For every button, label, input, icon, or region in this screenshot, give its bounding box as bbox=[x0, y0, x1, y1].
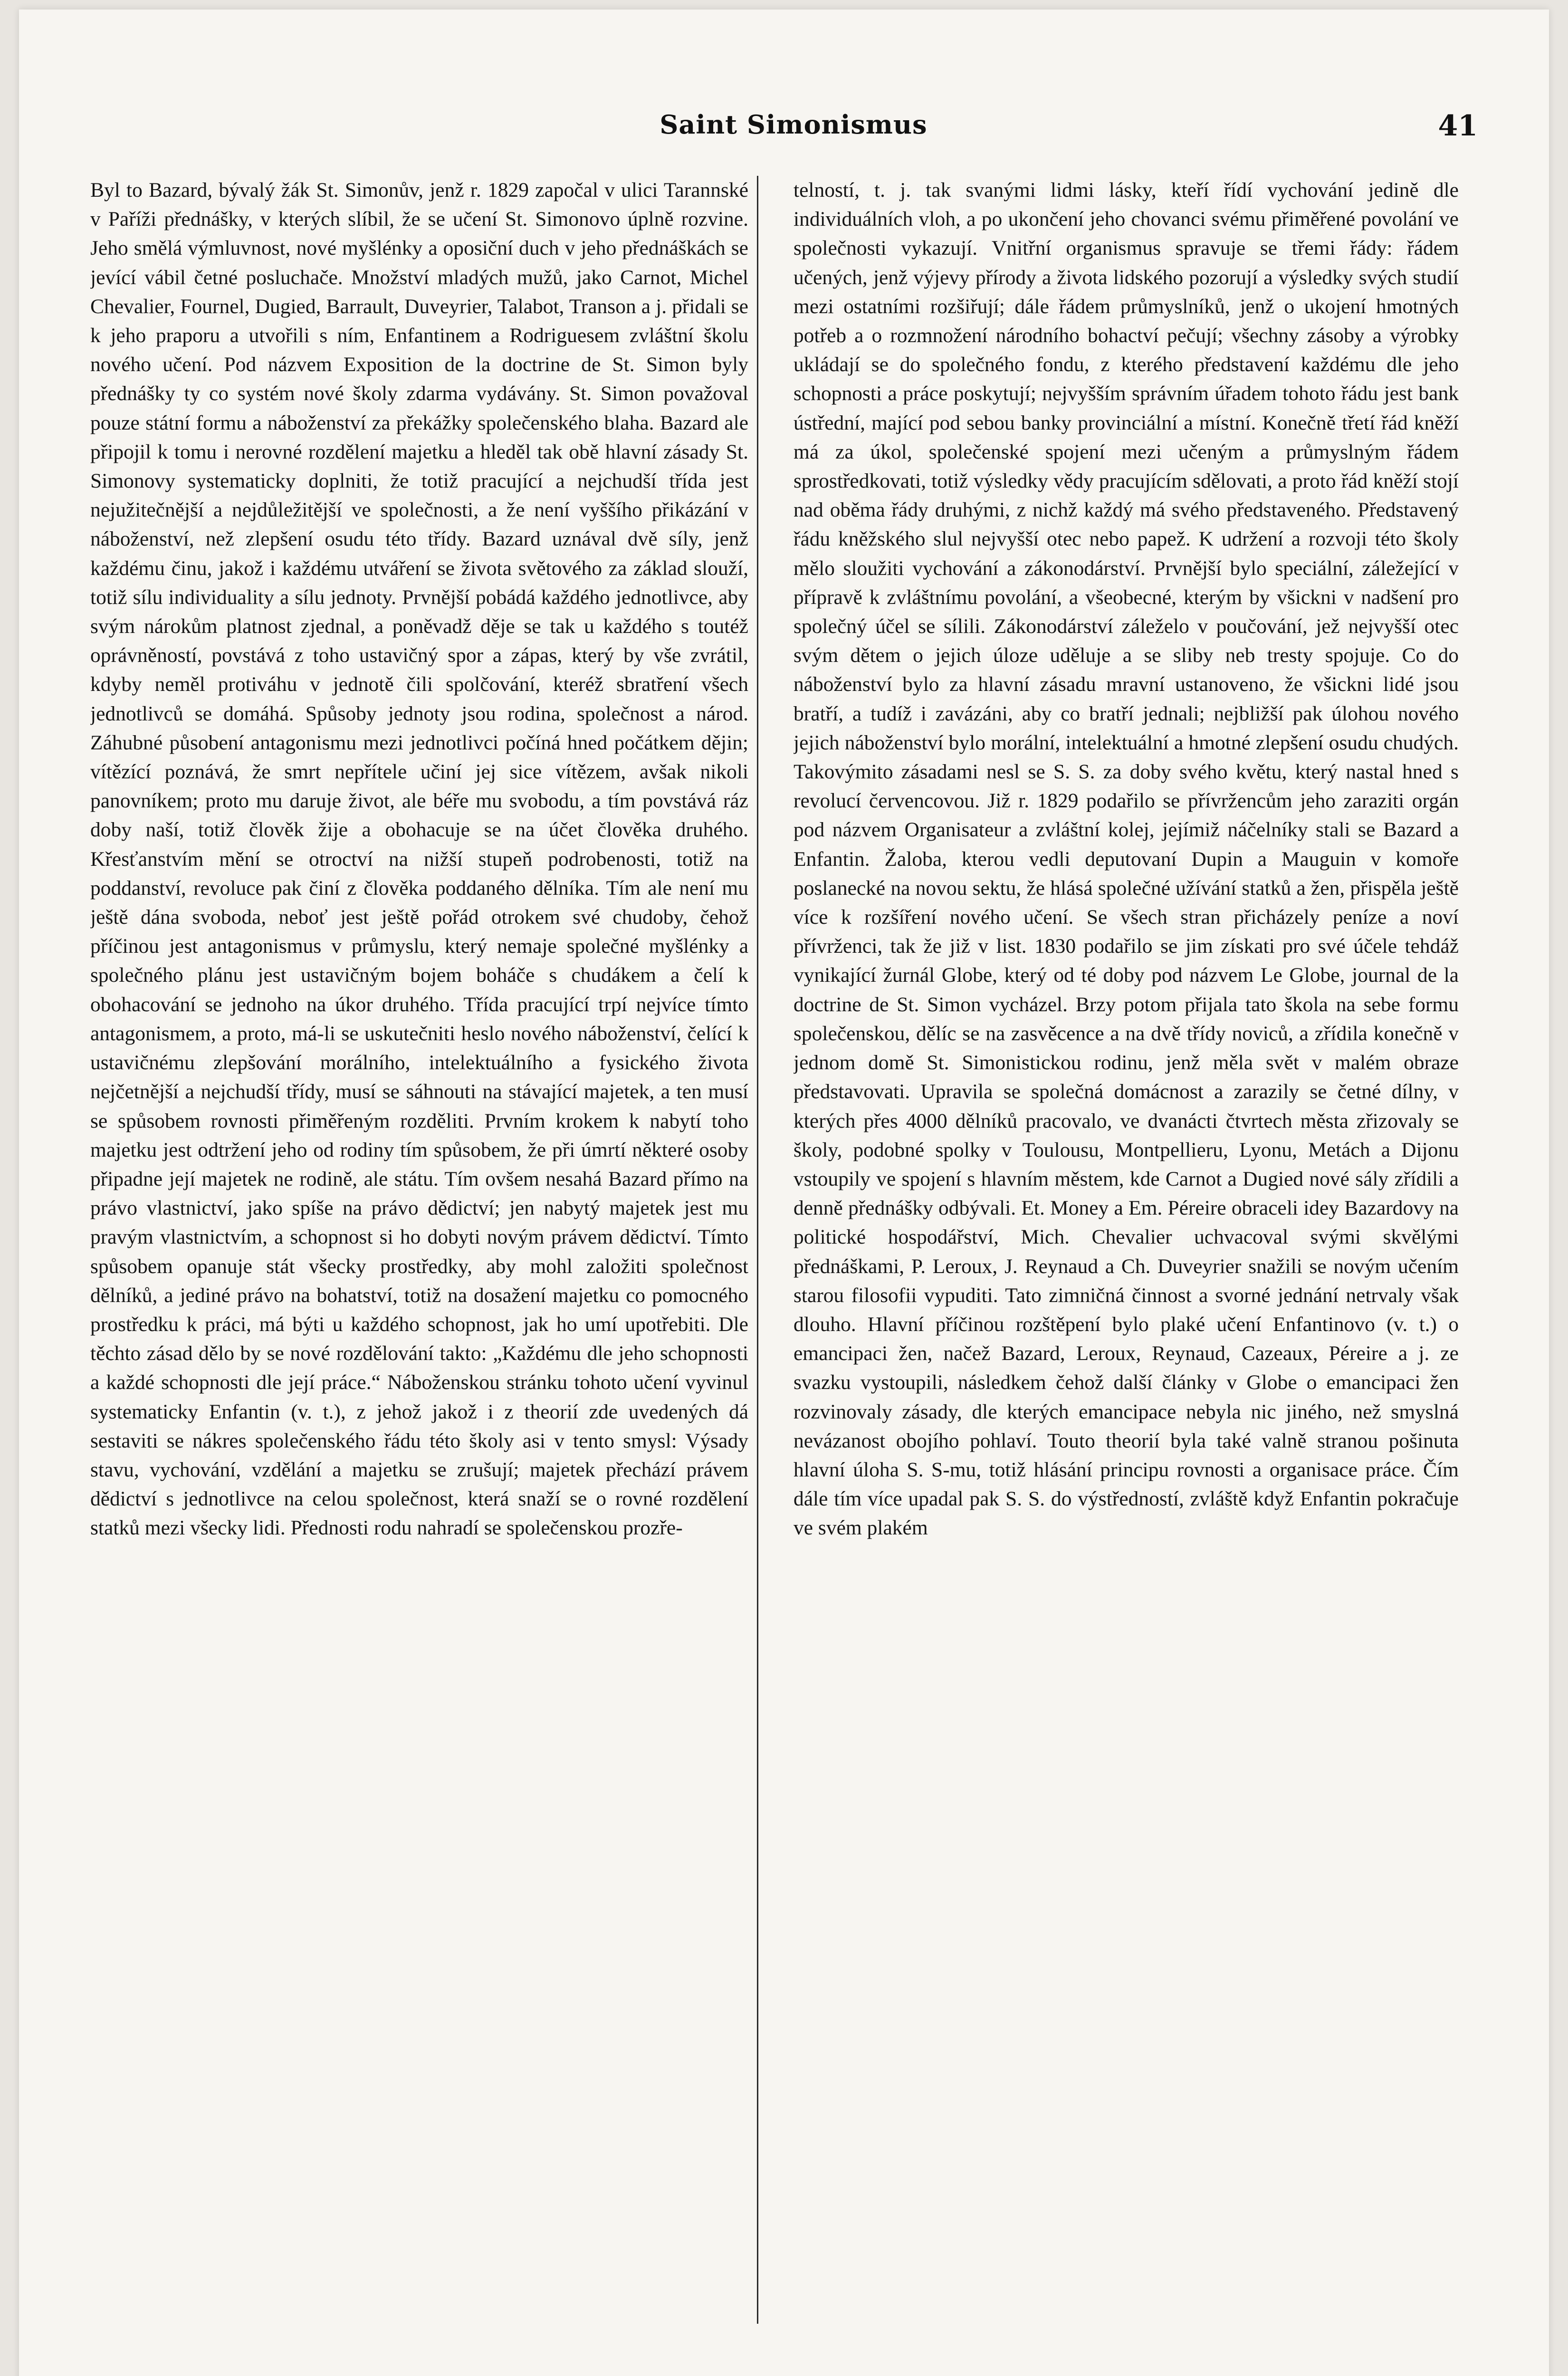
running-header bbox=[109, 109, 1478, 152]
left-column bbox=[90, 176, 748, 2324]
right-column-text: telností, t. j. tak svanými lidmi lásky, kteří řídí vychování jedině dle individuálních vloh, a po ukončení jeho chovanci svému přiměřené povolání ve společnosti vykazují. Vnitřní organismus spravuje se třemi řády: řádem učených, jenž výjevy přírody a života lidského pozorují a výsledky svých studií mezi ostatními rozšiřují; dále řádem průmyslníků, jenž o ukojení hmotných potřeb a o rozmnožení národního bohactví pečují; všechny zásoby a výrobky ukládají se do společného fondu, z kterého představení každému dle jeho schopnosti a práce poskytují; nejvyšším správním úřadem tohoto řádu jest bank ústřední, mající pod sebou banky provinciální a místní. Konečně třetí řád kněží má za úkol, společenské spojení mezi učeným a průmyslným řádem sprostředkovati, totiž výsledky vědy pracujícím sdělovati, a proto řád kněží stojí nad oběma řády druhými, z nichž každý má svého představeného. Představený řádu kněžského slul nejvyšší otec nebo papež. K udržení a rozvoji této školy mělo sloužiti vychování a zákonodárství. Prvnější bylo speciální, záležející v přípravě k zvláštnímu povolání, a všeobecné, kterým by všickni v nadšení pro společný účel se sílili. Zákonodárství záleželo v poučování, jež nejvyšší otec svým dětem o jejich úloze uděluje a se sliby neb tresty spojuje. Co do náboženství bylo za hlavní zásadu mravní ustanoveno, že všickni lidé jsou bratří, a tudíž i zavázáni, aby co bratří jednali; nejbližší pak úlohou nového jejich náboženství bylo morální, intelektuální a hmotné zlepšení osudu chudých. Takovýmito zásadami nesl se S. S. za doby svého květu, který nastal hned s revolucí červencovou. Již r. 1829 podařilo se přívržencům jeho zaraziti orgán pod názvem Organisateur a zvláštní kolej, jejímiž náčelníky stali se Bazard a Enfantin. Žaloba, kterou vedli deputovaní Dupin a Mauguin v komoře poslanecké na novou sektu, že hlásá společné užívání statků a žen, přispěla ještě více k rozšíření nového učení. Se všech stran přicházely peníze a noví přívrženci, tak že již v list. 1830 podařilo se jim získati pro své účele tehdáž vynikající žurnál Globe, který od té doby pod názvem Le Globe, journal de la doctrine de St. Simon vycházel. Brzy potom přijala tato škola na sebe formu společenskou, dělíc se na zasvěcence a na dvě třídy noviců, a zřídila konečně v jednom domě St. Simonistickou rodinu, jenž měla svět v malém obraze představovati. Upravila se společná domácnost a zarazily se četné dílny, v kterých přes 4000 dělníků pracovalo, ve dvanácti čtvrtech města zřizovaly se školy, podobné spolky v Toulousu, Montpellieru, Lyonu, Metách a Dijonu vstoupily ve spojení s hlavním městem, kde Carnot a Dugied nové sály zřídili a denně přednášky odbývali. Et. Money a Em. Péreire obraceli idey Bazardovy na politické hospodářství, Mich. Chevalier uchvacoval svými skvělými přednáškami, P. Leroux, J. Reynaud a Ch. Duveyrier snažili se novým učením starou filosofii vypuditi. Tato zimničná činnost a svorné jednání netrvaly však dlouho. Hlavní příčinou rozštěpení bylo plaké učení Enfantinovo (v. t.) o emancipaci žen, načež Bazard, Leroux, Reynaud, Cazeaux, Péreire a j. ze svazku vystoupili, následkem čehož další články v Globe o emancipaci žen rozvinovaly zásady, dle kterých emancipace nebyla nic jiného, než smyslná nevázanost obojího pohlaví. Touto theorií byla také valně stranou pošinuta hlavní úloha S. S-mu, totiž hlásání principu rovnosti a organisace práce. Čím dále tím více upadal pak S. S. do výstředností, zvláště když Enfantin pokračuje ve svém plakém bbox=[794, 179, 1459, 1540]
column-divider bbox=[757, 176, 758, 2324]
running-title: Saint Simonismus bbox=[660, 109, 927, 140]
right-column bbox=[794, 176, 1459, 2324]
page-number: 41 bbox=[1438, 109, 1478, 143]
text-columns bbox=[90, 176, 1459, 2324]
left-column-text: Byl to Bazard, bývalý žák St. Simonův, jenž r. 1829 započal v ulici Tarannské v Paříži přednášky, v kterých slíbil, že se učení St. Simonovo úplně rozvine. Jeho smělá výmluvnost, nové myšlénky a oposiční duch v jeho přednáškách se jevící vábil četné posluchače. Množství mladých mužů, jako Carnot, Michel Chevalier, Fournel, Dugied, Barrault, Duveyrier, Talabot, Transon a j. přidali se k jeho praporu a utvořili s ním, Enfantinem a Rodriguesem zvláštní školu nového učení. Pod názvem Exposition de la doctrine de St. Simon byly přednášky ty co systém nové školy zdarma vydávány. St. Simon považoval pouze státní formu a náboženství za překážky společenského blaha. Bazard ale připojil k tomu i nerovné rozdělení majetku a hleděl tak obě hlavní zásady St. Simonovy systematicky doplniti, že totiž pracující a nejchudší třída jest nejužitečnější a nejdůležitější ve společnosti, a že není vyššího přikázání v náboženství, než zlepšení osudu této třídy. Bazard uznával dvě síly, jenž každému činu, jakož i každému utváření se života světového za základ slouží, totiž sílu individuality a sílu jednoty. Prvnější pobádá každého jednotlivce, aby svým nárokům platnost zjednal, a poněvadž děje se tak u každého s toutéž oprávněností, povstává z toho ustavičný spor a zápas, který by vše zvrátil, kdyby neměl protiváhu v jednotě čili spolčování, kteréž sbratření všech jednotlivců se domáhá. Spůsoby jednoty jsou rodina, společnost a národ. Záhubné působení antagonismu mezi jednotlivci počíná hned počátkem dějin; vítězící poznává, že smrt nepřítele učiní jej sice vítězem, avšak nikoli panovníkem; proto mu daruje život, ale béře mu svobodu, a tím povstává ráz doby naší, totiž člověk žije a obohacuje se na účet člověka druhého. Křesťanstvím mění se otroctví na nižší stupeň podrobenosti, totiž na poddanství, revoluce pak činí z člověka poddaného dělníka. Tím ale není mu ještě dána svoboda, neboť jest ještě pořád otrokem své chudoby, čehož příčinou jest antagonismus v průmyslu, který nemaje společné myšlénky a společného plánu jest ustavičným bojem boháče s chudákem a čelí k obohacování se jednoho na úkor druhého. Třída pracující trpí nejvíce tímto antagonismem, a proto, má-li se uskutečniti heslo nového náboženství, čelící k ustavičnému zlepšování morálního, intelektuálního a fysického života nejčetnější a nejchudší třídy, musí se sáhnouti na stávající majetek, a ten musí se spůsobem rovnosti přiměřeným rozděliti. Prvním krokem k nabytí toho majetku jest odtržení jeho od rodiny tím spůsobem, že při úmrtí některé osoby připadne její majetek ne rodině, ale státu. Tím ovšem nesahá Bazard přímo na právo vlastnictví, jako spíše na právo dědictví; jen nabytý majetek jest mu pravým vlastnictvím, a schopnost si ho dobyti novým právem dědictví. Tímto spůsobem opanuje stát všecky prostředky, aby mohl založiti společnost dělníků, a jediné právo na bohatství, totiž na dosažení majetku co pomocného prostředku k práci, má býti u každého schopnost, jak ho umí upotřebiti. Dle těchto zásad dělo by se nové rozdělování takto: „Každému dle jeho schopnosti a každé schopnosti dle její práce.“ Náboženskou stránku tohoto učení vyvinul systematicky Enfantin (v. t.), z jehož jakož i z theorií zde uvedených dá sestaviti se nákres společenského řádu této školy asi v tento smysl: Výsady stavu, vychování, vzdělání a majetku se zrušují; majetek přechází právem dědictví s jednotlivce na celou společnost, která snaží se o rovné rozdělení statků mezi všecky lidi. Přednosti rodu nahradí se společenskou prozře- bbox=[90, 179, 748, 1540]
